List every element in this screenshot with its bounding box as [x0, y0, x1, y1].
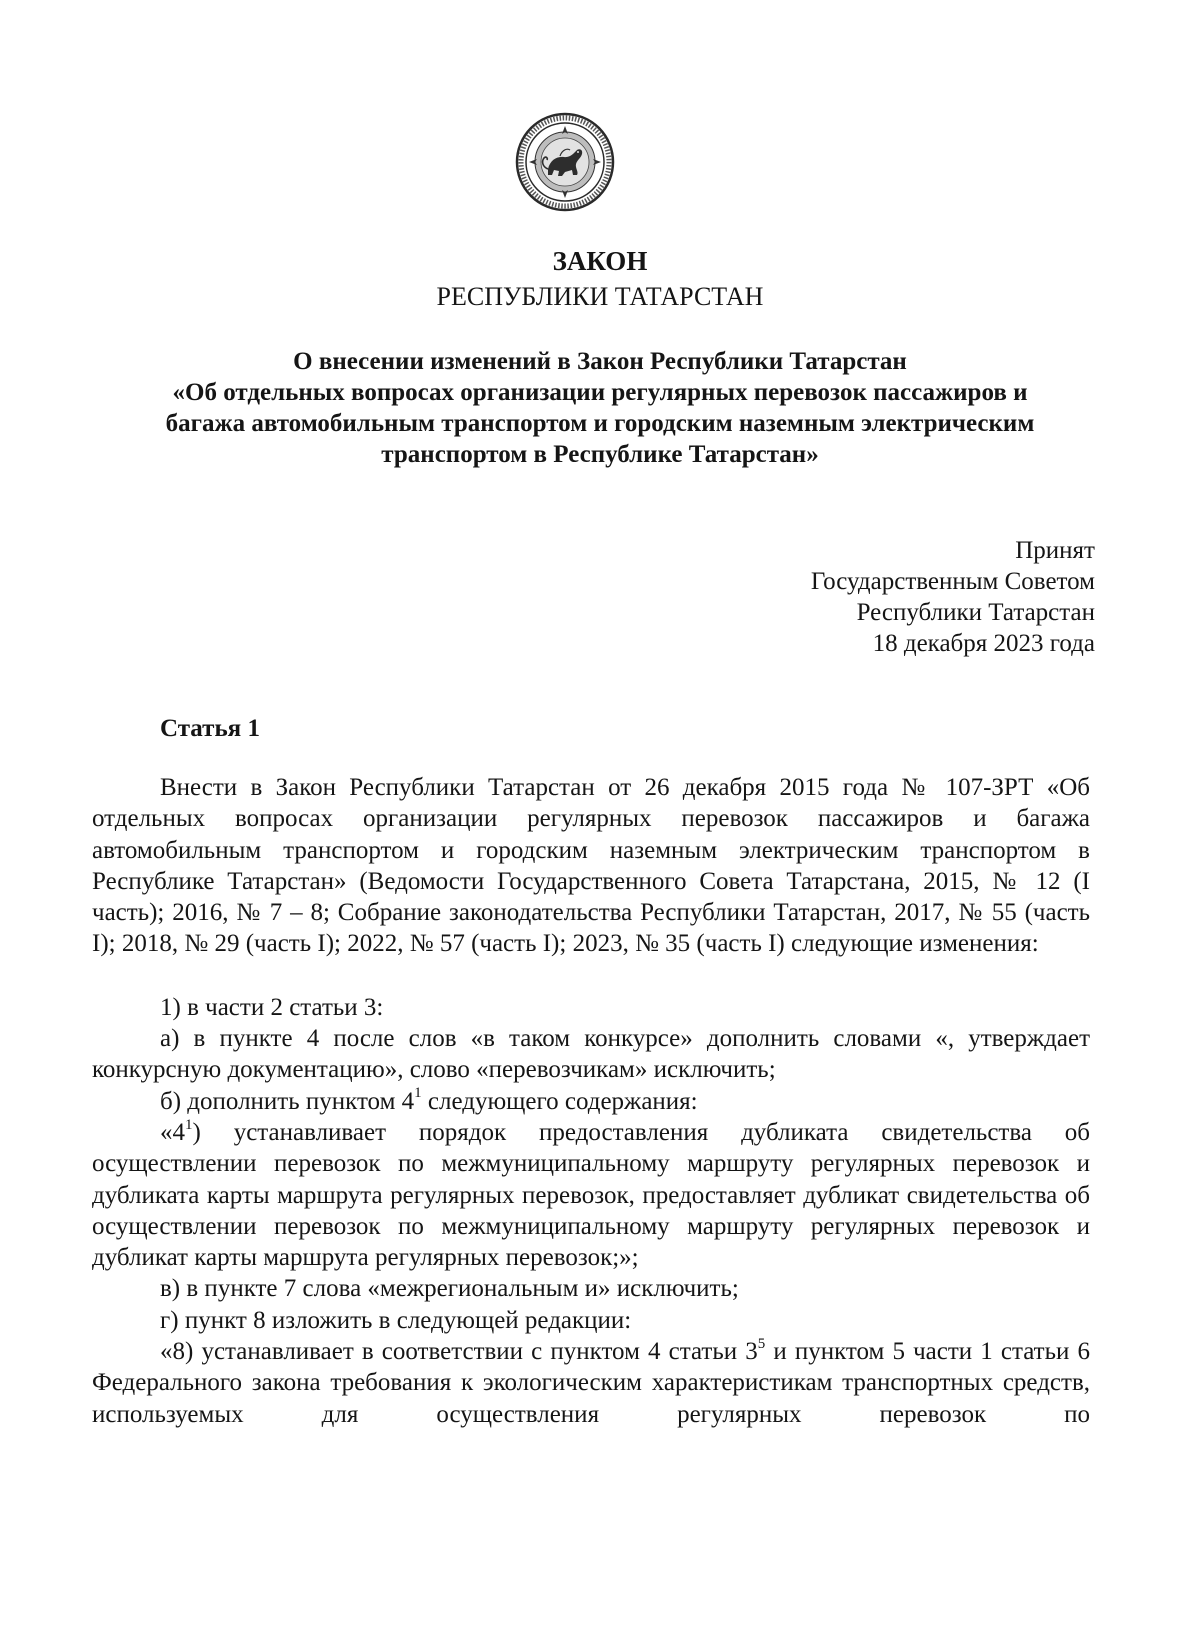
tatarstan-coat-of-arms-icon [515, 112, 615, 212]
document-type-title: ЗАКОН [552, 246, 648, 276]
amendment-subitem-v: в) в пункте 7 слова «межрегиональным и» исключить; [160, 1275, 739, 1303]
quoted-point-4-1 [92, 1117, 1090, 1273]
article-body [92, 772, 1090, 1430]
superscript: 5 [757, 1335, 766, 1352]
issuing-authority: РЕСПУБЛИКИ ТАТАРСТАН [436, 282, 764, 311]
quoted-point-4-1-text: ) устанавливает порядок предоставления дубликата свидетельства об осуществлении перевозок по межмуниципальному маршруту регулярных перевозок и дубликата карты маршрута регулярных перевозок, предоставляет дубликат свидетельства об осуществлении перевозок по межмуниципальному маршруту регулярных перевозок и дубликат карты маршрута регулярных перевозок;»; [92, 1118, 1090, 1272]
quoted-point-8-start: «8) устанавливает в соответствии с пунктом 4 статьи 3 [160, 1338, 758, 1366]
quoted-point-4-1-start: «4 [160, 1118, 185, 1146]
amendment-subitem-b [92, 1086, 1090, 1117]
subitem-b-text: б) дополнить пунктом 4 [160, 1087, 415, 1115]
amendment-item-1: 1) в части 2 статьи 3: [160, 993, 384, 1021]
amendment-subitem-g: г) пункт 8 изложить в следующей редакции: [160, 1306, 632, 1334]
law-title [100, 346, 1100, 470]
amendment-subitem-a: а) в пункте 4 после слов «в таком конкурсе» дополнить словами «, утверждает конкурсную документацию», слово «перевозчикам» исключить; [92, 1025, 1090, 1084]
adoption-line: Государственным Советом [810, 568, 1095, 595]
law-title-line: «Об отдельных вопросах организации регулярных перевозок пассажиров и [172, 379, 1028, 406]
adoption-line: Принят [1015, 537, 1095, 564]
adoption-line: Республики Татарстан [856, 599, 1095, 626]
law-title-line: О внесении изменений в Закон Республики Татарстан [293, 348, 907, 375]
article-heading: Статья 1 [160, 715, 260, 742]
article-intro-paragraph: Внести в Закон Республики Татарстан от 26 декабря 2015 года № 107-ЗРТ «Об отдельных вопросах организации регулярных перевозок пассажиров и багажа автомобильным транспортом и городским наземным электрическим транспортом в Республике Татарстан» (Ведомости Государственного Совета Татарстана, 2015, № 12 (I часть); 2016, № 7 – 8; Собрание законодательства Республики Татарстан, 2017, № 55 (часть I); 2018, № 29 (часть I); 2022, № 57 (часть I); 2023, № 35 (часть I) следующие изменения: [92, 774, 1090, 958]
adoption-block [811, 535, 1095, 659]
adoption-date: 18 декабря 2023 года [872, 630, 1095, 657]
superscript: 1 [185, 1116, 193, 1133]
law-title-line: багажа автомобильным транспортом и городским наземным электрическим [165, 410, 1035, 437]
subitem-b-text-end: следующего содержания: [421, 1087, 698, 1115]
law-title-line: транспортом в Республике Татарстан» [381, 441, 819, 468]
quoted-point-8-text: и пунктом 5 части 1 статьи 6 Федерального закона требования к экологическим характеристикам транспортных средств, используемых для осуществления регулярных перевозок по [92, 1338, 1090, 1428]
quoted-point-8 [92, 1336, 1090, 1430]
superscript: 1 [414, 1085, 422, 1102]
